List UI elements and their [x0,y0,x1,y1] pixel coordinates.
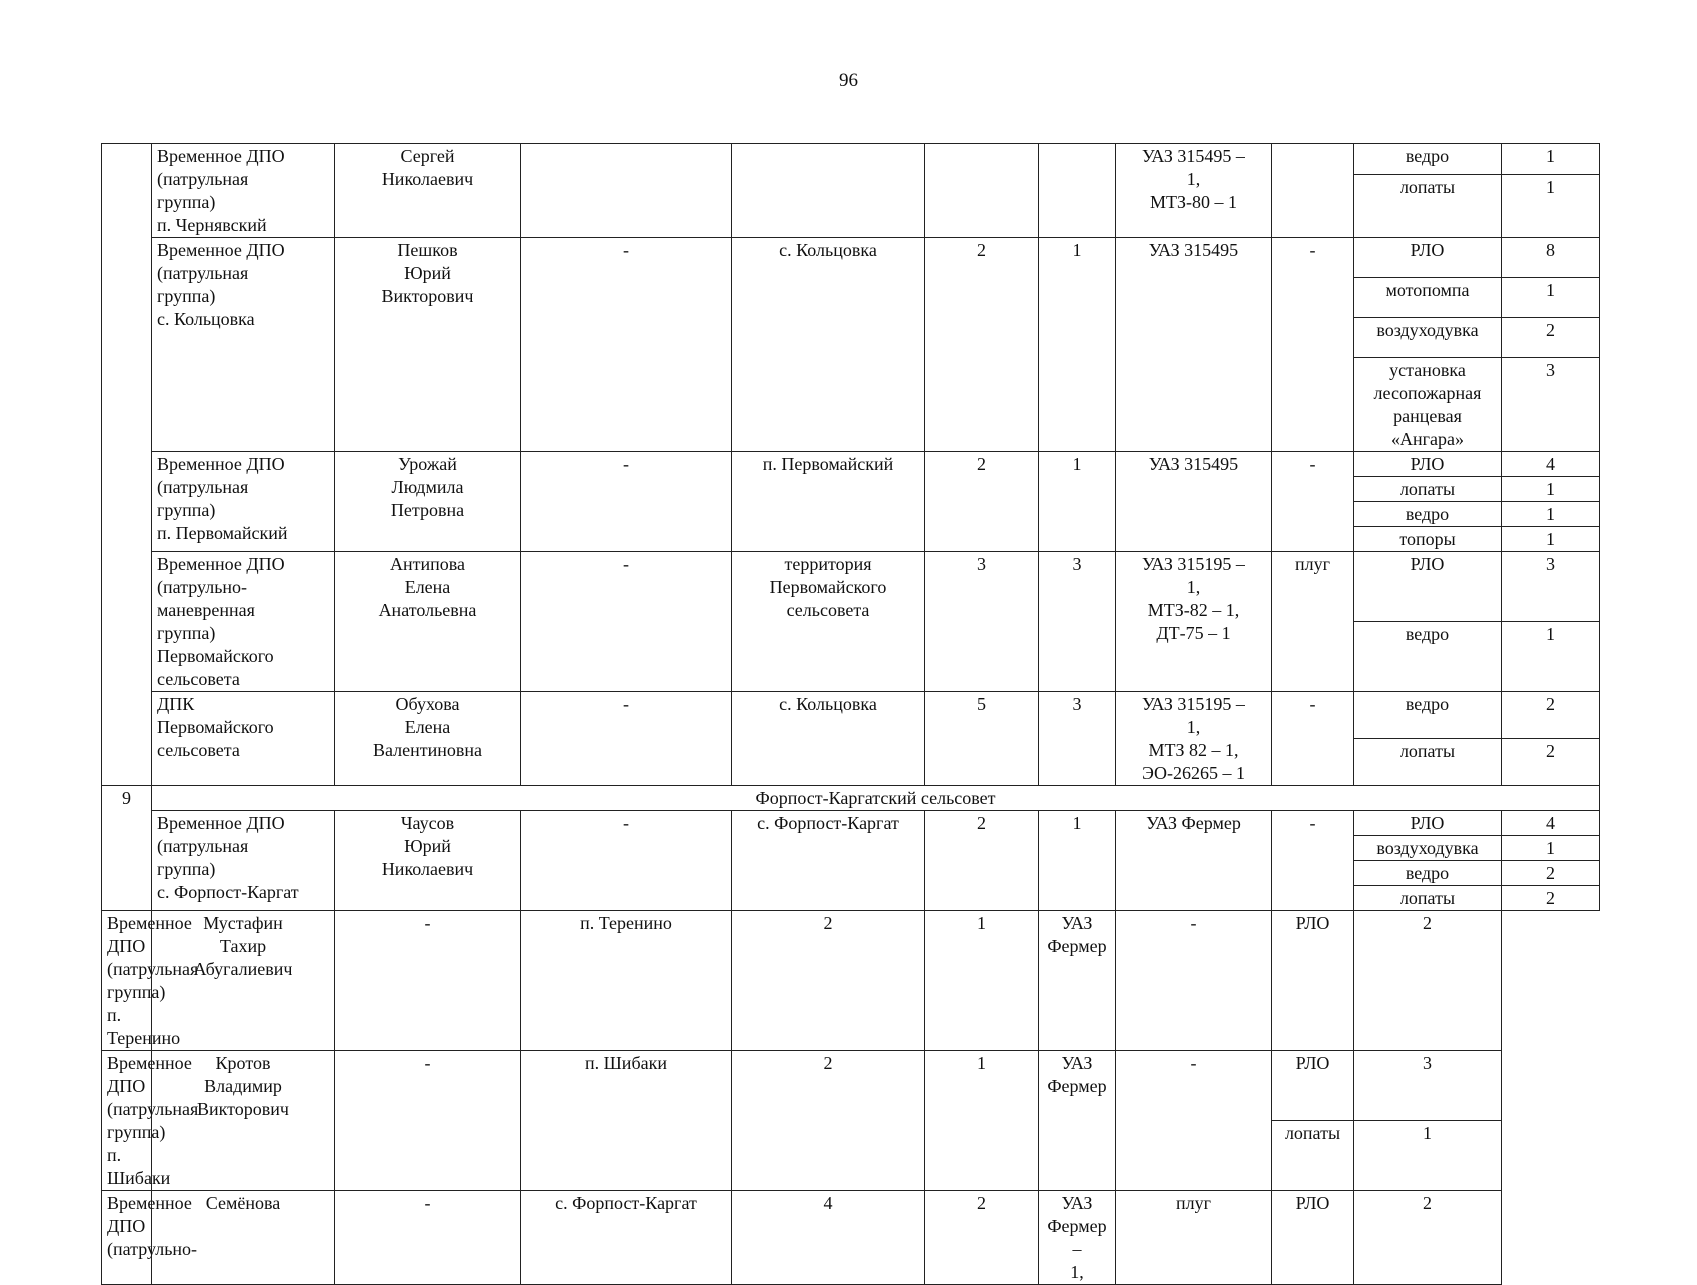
vehicles-cell [1039,1051,1116,1191]
equipment-qty-cell: 8 [1502,238,1600,278]
cell-line: Сергей [400,146,455,166]
section-number: 9 [102,786,152,911]
cell-line: п. Первомайский [157,523,288,543]
head-name-cell [335,452,521,552]
cell-line: МТЗ-82 – 1, [1147,600,1240,620]
cell-line: (патрульная [107,1099,199,1119]
equipment-name-cell [1354,739,1502,786]
cell-line: лопаты [1399,479,1456,499]
cell-line: РЛО [1295,1053,1330,1073]
head-name-cell [335,238,521,452]
cell-line: сельсовета [157,669,240,689]
contact-cell: - [521,692,732,786]
contact-cell: - [521,811,732,911]
cell-line: ведро [1405,504,1450,524]
cell-line: п. Чернявский [157,215,267,235]
cell-line: Временное ДПО [107,913,192,956]
cell-line: ранцевая [1393,406,1462,426]
cell-line: группа) п. Шибаки [107,1122,171,1188]
cell-line: (патрульная [157,477,249,497]
location-cell [732,452,925,552]
cell-line: ведро [1405,694,1450,714]
cell-line: ЭО-26265 – 1 [1141,763,1246,783]
cell-line: Юрий [404,263,451,283]
table-row [102,811,1600,836]
personnel-count-cell: 2 [925,238,1039,452]
table-row [102,144,1600,175]
cell-line: 1, [1070,1262,1084,1282]
cell-line: УАЗ 315195 – [1142,554,1245,574]
cell-line: Людмила [391,477,464,497]
cell-line: с. Форпост-Каргат [555,1193,697,1213]
personnel-count-cell: 2 [732,911,925,1051]
cell-line: УАЗ 315495 – [1142,146,1245,166]
contact-cell: - [521,238,732,452]
vehicle-count-cell [1039,144,1116,238]
equipment-name-cell [1272,1121,1354,1191]
cell-line: группа) [157,859,216,879]
personnel-count-cell: 2 [925,452,1039,552]
vehicles-cell [1116,811,1272,911]
cell-line: УАЗ 315495 [1148,240,1239,260]
unit-name-cell [152,692,335,786]
extra-equipment-cell: - [1272,692,1354,786]
unit-name-cell [152,144,335,238]
cell-line: Чаусов [400,813,455,833]
equipment-name-cell [1354,477,1502,502]
contact-cell: - [335,1051,521,1191]
cell-line: Временное ДПО [157,240,285,260]
cell-line: ДТ-75 – 1 [1156,623,1231,643]
cell-line: (патрульная [157,263,249,283]
cell-line: Петровна [390,500,465,520]
cell-line: с. Кольцовка [779,694,877,714]
personnel-count-cell: 5 [925,692,1039,786]
contact-cell: - [521,552,732,692]
cell-line: (патрульная [157,836,249,856]
page-number: 96 [839,70,858,91]
equipment-qty-cell: 4 [1502,452,1600,477]
cell-line: п. Шибаки [585,1053,667,1073]
cell-line: воздуходувка [1376,838,1479,858]
cell-line: лопаты [1399,741,1456,761]
vehicles-cell [1116,692,1272,786]
cell-line: «Ангара» [1391,429,1464,449]
equipment-name-cell [1272,1051,1354,1121]
cell-line: (патрульная [107,959,199,979]
cell-line: РЛО [1295,913,1330,933]
location-cell [521,1051,732,1191]
cell-line: группа) [157,623,216,643]
cell-line: 1, [1186,717,1201,737]
cell-line: Временное ДПО [107,1193,192,1236]
head-name-cell [335,552,521,692]
location-cell [732,238,925,452]
cell-line: Семёнова [205,1193,281,1213]
equipment-name-cell [1272,1191,1354,1285]
cell-line: МТЗ 82 – 1, [1148,740,1239,760]
cell-line: Первомайского [769,577,887,597]
cell-line: сельсовета [157,740,240,760]
equipment-name-cell [1354,502,1502,527]
personnel-count-cell: 2 [925,811,1039,911]
equipment-qty-cell: 2 [1502,886,1600,911]
location-cell [521,1191,732,1285]
equipment-name-cell [1354,552,1502,622]
table-row [102,452,1600,477]
cell-line: установка [1389,360,1466,380]
number-cell [102,144,152,786]
equipment-qty-cell: 1 [1502,477,1600,502]
cell-line: лесопожарная [1373,383,1482,403]
cell-line: РЛО [1410,554,1445,574]
cell-line: п. Теренино [107,1005,181,1048]
cell-line: УАЗ Фермер [1047,913,1107,956]
table-row [102,911,1600,1051]
equipment-qty-cell: 1 [1502,836,1600,861]
cell-line: УАЗ 315195 – [1142,694,1245,714]
cell-line: Валентиновна [372,740,482,760]
equipment-name-cell [1354,144,1502,175]
cell-line: Елена [404,577,451,597]
cell-line: ведро [1405,146,1450,166]
vehicle-count-cell: 3 [1039,692,1116,786]
equipment-name-cell [1354,886,1502,911]
cell-line: УАЗ Фермер [1146,813,1241,833]
equipment-qty-cell: 2 [1502,692,1600,739]
cell-line: Викторович [381,286,474,306]
unit-name-cell [152,452,335,552]
extra-equipment-cell: - [1272,452,1354,552]
equipment-qty-cell: 4 [1502,811,1600,836]
cell-line: Антипова [389,554,465,574]
cell-line: Мустафин [203,913,283,933]
cell-line: Временное ДПО [157,454,285,474]
cell-line: Елена [404,717,451,737]
equipment-qty-cell: 2 [1502,861,1600,886]
equipment-name-cell [1354,622,1502,692]
contact-cell [521,144,732,238]
cell-line: Первомайского [157,717,274,737]
personnel-count-cell [925,144,1039,238]
cell-line: с. Форпост-Каргат [157,882,299,902]
equipment-name-cell [1354,836,1502,861]
equipment-qty-cell: 3 [1354,1051,1502,1121]
cell-line: маневренная [157,600,255,620]
cell-line: Тахир [219,936,267,956]
cell-line: УАЗ 315495 [1148,454,1239,474]
cell-line: мотопомпа [1385,280,1470,300]
equipment-name-cell [1354,692,1502,739]
cell-line: Пешков [397,240,458,260]
location-cell [732,692,925,786]
table-row [102,1051,1600,1121]
extra-equipment-cell: - [1116,911,1272,1051]
equipment-qty-cell: 3 [1502,358,1600,452]
head-name-cell [335,692,521,786]
cell-line: воздуходувка [1376,320,1479,340]
cell-line: с. Кольцовка [157,309,255,329]
cell-line: лопаты [1284,1123,1341,1143]
vehicle-count-cell: 3 [1039,552,1116,692]
cell-line: МТЗ-80 – 1 [1149,192,1237,212]
equipment-name-cell [1354,861,1502,886]
vehicle-count-cell: 2 [925,1191,1039,1285]
table-row [102,552,1600,622]
personnel-count-cell: 2 [732,1051,925,1191]
unit-name-cell [152,552,335,692]
cell-line: Урожай [398,454,457,474]
cell-line: Кротов [215,1053,271,1073]
equipment-name-cell [1354,452,1502,477]
cell-line: сельсовета [786,600,870,620]
equipment-qty-cell: 1 [1502,144,1600,175]
contact-cell: - [335,1191,521,1285]
vehicle-count-cell: 1 [1039,238,1116,452]
equipment-qty-cell: 1 [1502,527,1600,552]
extra-equipment-cell: плуг [1272,552,1354,692]
cell-line: РЛО [1410,813,1445,833]
vehicles-cell [1116,452,1272,552]
vehicles-cell [1116,144,1272,238]
cell-line: группа) [157,192,216,212]
equipment-name-cell [1354,811,1502,836]
head-name-cell [335,144,521,238]
cell-line: Анатольевна [378,600,477,620]
unit-name-cell [152,811,335,911]
vehicles-cell [1116,552,1272,692]
cell-line: лопаты [1399,176,1456,197]
cell-line: ведро [1405,624,1450,644]
vehicle-count-cell: 1 [1039,811,1116,911]
equipment-qty-cell: 3 [1502,552,1600,622]
equipment-name-cell [1354,318,1502,358]
cell-line: Николаевич [381,169,474,189]
cell-line: 1, [1186,169,1201,189]
equipment-name-cell [1272,911,1354,1051]
head-name-cell [335,811,521,911]
equipment-name-cell [1354,238,1502,278]
vehicle-count-cell: 1 [925,911,1039,1051]
cell-line: (патрульно- [157,577,248,597]
equipment-qty-cell: 1 [1502,278,1600,318]
unit-name-cell [152,238,335,452]
cell-line: РЛО [1410,454,1445,474]
cell-line: Временное ДПО [157,813,285,833]
equipment-qty-cell: 1 [1502,502,1600,527]
extra-equipment-cell: - [1272,811,1354,911]
cell-line: Абугалиевич [193,959,293,979]
equipment-qty-cell: 2 [1502,318,1600,358]
cell-line: лопаты [1399,888,1456,908]
unit-name-cell [102,1191,198,1285]
equipment-qty-cell: 2 [1502,739,1600,786]
cell-line: РЛО [1295,1193,1330,1213]
contact-cell: - [335,911,521,1051]
cell-line: РЛО [1410,240,1445,260]
table-row [102,238,1600,278]
cell-line: ведро [1405,863,1450,883]
cell-line: п. Первомайский [762,454,894,474]
section-title: Форпост-Каргатский сельсовет [152,786,1600,811]
cell-line: УАЗ Фермер [1047,1053,1107,1096]
extra-equipment-cell [1272,144,1354,238]
extra-equipment-cell: - [1116,1051,1272,1191]
personnel-count-cell: 3 [925,552,1039,692]
cell-line: территория [784,554,872,574]
equipment-name-cell [1354,174,1502,237]
cell-line: 1, [1186,577,1201,597]
location-cell [732,811,925,911]
table-row [102,692,1600,739]
cell-line: (патрульная [157,169,249,189]
cell-line: Обухова [395,694,460,714]
cell-line: УАЗ Фермер – [1047,1193,1107,1259]
personnel-count-cell: 4 [732,1191,925,1285]
vehicles-cell [1116,238,1272,452]
cell-line: группа) [157,500,216,520]
location-cell [732,144,925,238]
contact-cell: - [521,452,732,552]
cell-line: Временное ДПО [107,1053,192,1096]
equipment-qty-cell: 1 [1502,622,1600,692]
cell-line: с. Кольцовка [779,240,877,260]
cell-line: ДПК [157,694,195,714]
unit-name-cell [102,1051,199,1191]
cell-line: Временное ДПО [157,554,285,574]
cell-line: топоры [1399,529,1456,549]
equipment-qty-cell: 2 [1354,911,1502,1051]
cell-line: Николаевич [381,859,474,879]
cell-line: (патрульно- [107,1239,198,1259]
table-row [102,1191,1600,1285]
vehicles-cell [1039,911,1116,1051]
vehicle-count-cell: 1 [925,1051,1039,1191]
unit-name-cell [102,911,199,1051]
location-cell [732,552,925,692]
equipment-name-cell [1354,278,1502,318]
cell-line: группа) [107,982,166,1002]
vehicles-cell [1039,1191,1116,1285]
cell-line: Владимир [204,1076,282,1096]
cell-line: с. Форпост-Каргат [757,813,899,833]
cell-line: Юрий [404,836,451,856]
equipment-qty-cell: 1 [1502,174,1600,237]
vehicle-count-cell: 1 [1039,452,1116,552]
extra-equipment-cell: - [1272,238,1354,452]
cell-line: Первомайского [157,646,274,666]
extra-equipment-cell: плуг [1116,1191,1272,1285]
equipment-name-cell [1354,358,1502,452]
location-cell [521,911,732,1051]
equipment-qty-cell: 1 [1354,1121,1502,1191]
equipment-qty-cell: 2 [1354,1191,1502,1285]
cell-line: п. Теренино [580,913,672,933]
equipment-name-cell [1354,527,1502,552]
fire-units-table [101,143,1600,1285]
section-row [102,786,1600,811]
cell-line: Викторович [197,1099,289,1119]
cell-line: Временное ДПО [157,146,285,166]
cell-line: группа) [157,286,216,306]
